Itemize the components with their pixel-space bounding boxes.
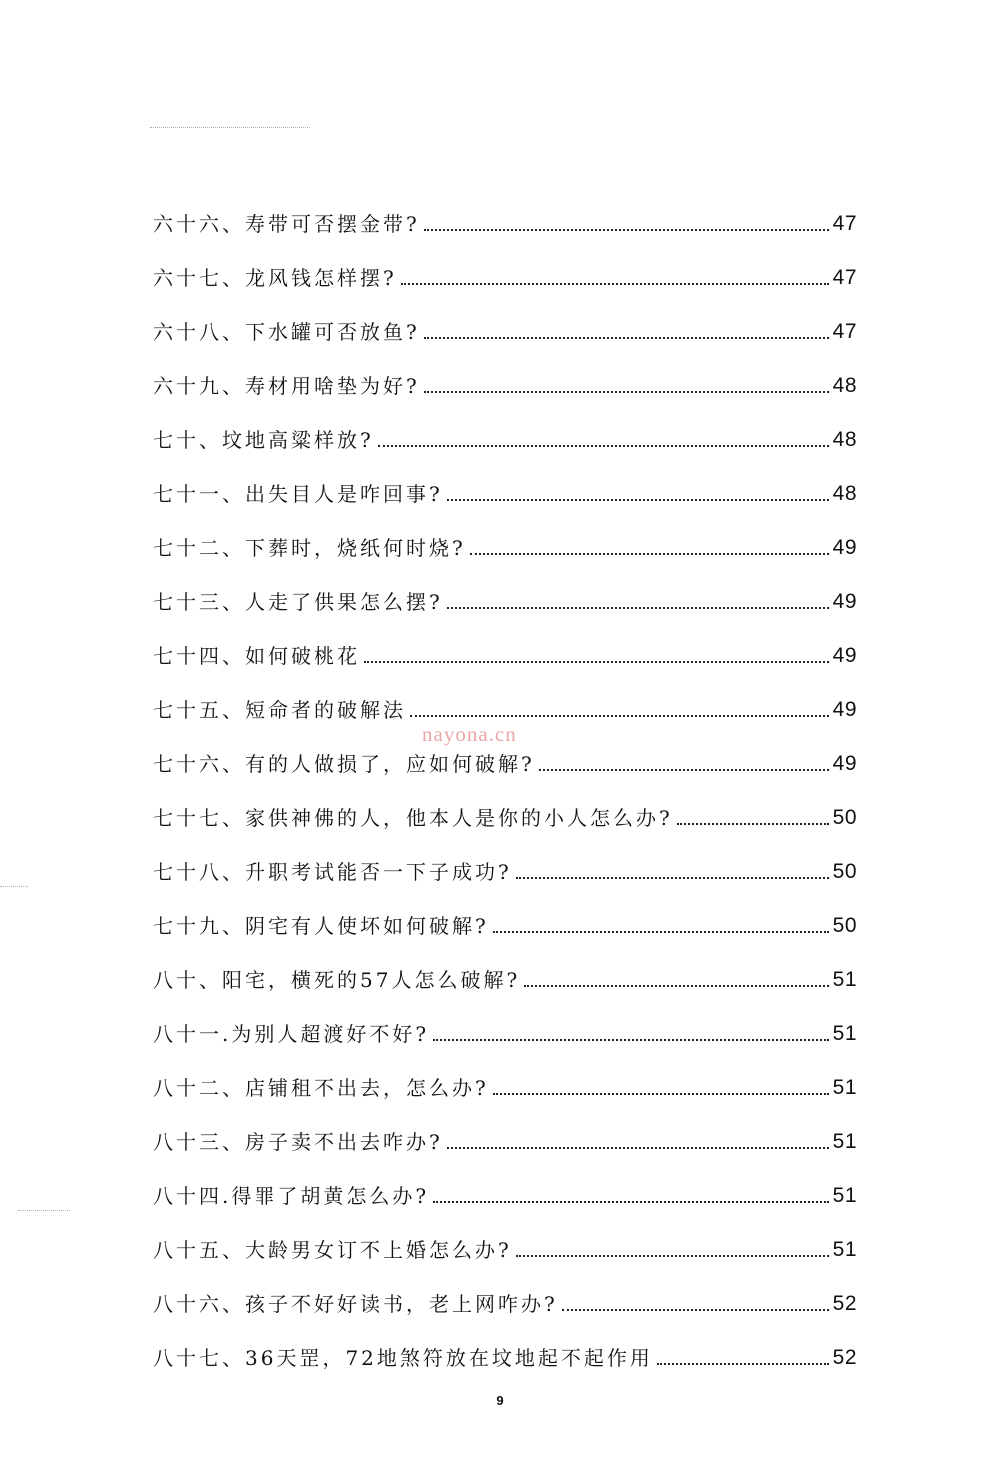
dot-leader	[433, 1039, 829, 1041]
toc-entry-page: 51	[832, 1076, 857, 1099]
toc-entry-page: 50	[832, 806, 857, 829]
toc-entry[interactable]	[153, 1265, 857, 1319]
toc-entry[interactable]	[153, 509, 857, 563]
dot-leader	[516, 1255, 829, 1257]
scan-artifact	[18, 1210, 70, 1211]
dot-leader	[433, 1201, 829, 1203]
toc-entry-title: 七十三、人走了供果怎么摆?	[153, 590, 443, 614]
toc-entry[interactable]	[153, 455, 857, 509]
toc-entry-page: 50	[832, 914, 857, 937]
toc-entry-title: 八十二、店铺租不出去，怎么办?	[153, 1076, 489, 1100]
dot-leader	[410, 715, 829, 717]
scan-artifact	[0, 886, 28, 887]
dot-leader	[470, 553, 829, 555]
toc-entry-page: 49	[832, 644, 857, 667]
dot-leader	[378, 445, 829, 447]
toc-entry[interactable]	[153, 185, 857, 239]
toc-entry-title: 七十四、如何破桃花	[153, 644, 360, 668]
toc-entry-title: 八十五、大龄男女订不上婚怎么办?	[153, 1238, 512, 1262]
toc-entry-title: 六十八、下水罐可否放鱼?	[153, 320, 420, 344]
toc-entry-page: 49	[832, 752, 857, 775]
dot-leader	[447, 607, 829, 609]
toc-entry[interactable]	[153, 347, 857, 401]
toc-entry[interactable]	[153, 1319, 857, 1373]
toc-entry-title: 七十一、出失目人是咋回事?	[153, 482, 443, 506]
dot-leader	[401, 283, 829, 285]
toc-entry-title: 七十八、升职考试能否一下子成功?	[153, 860, 512, 884]
toc-entry[interactable]	[153, 293, 857, 347]
dot-leader	[424, 391, 829, 393]
toc-entry-page: 47	[832, 266, 857, 289]
toc-entry-page: 51	[832, 1022, 857, 1045]
toc-entry-page: 48	[832, 428, 857, 451]
toc-entry-title: 八十六、孩子不好好读书，老上网咋办?	[153, 1292, 558, 1316]
toc-entry-title: 六十七、龙风钱怎样摆?	[153, 266, 397, 290]
toc-entry[interactable]	[153, 401, 857, 455]
toc-entry-title: 七十七、家供神佛的人，他本人是你的小人怎么办?	[153, 806, 673, 830]
dot-leader	[516, 877, 829, 879]
toc-entry[interactable]	[153, 563, 857, 617]
toc-entry-title: 六十九、寿材用啥垫为好?	[153, 374, 420, 398]
toc-entry-page: 50	[832, 860, 857, 883]
dot-leader	[424, 337, 829, 339]
toc-entry-page: 49	[832, 536, 857, 559]
dot-leader	[493, 1093, 829, 1095]
toc-entry[interactable]	[153, 1103, 857, 1157]
toc-entry-page: 47	[832, 320, 857, 343]
dot-leader	[493, 931, 829, 933]
toc-entry-page: 52	[832, 1292, 857, 1315]
toc-entry-page: 51	[832, 1184, 857, 1207]
dot-leader	[524, 985, 828, 987]
watermark-text: nayona.cn	[422, 722, 517, 746]
dot-leader	[364, 661, 829, 663]
toc-entry-title: 七十六、有的人做损了，应如何破解?	[153, 752, 535, 776]
toc-entry-page: 49	[832, 590, 857, 613]
toc-entry[interactable]	[153, 833, 857, 887]
toc-entry-page: 52	[832, 1346, 857, 1369]
toc-entry[interactable]	[153, 779, 857, 833]
toc-entry[interactable]	[153, 1049, 857, 1103]
toc-entry-page: 49	[832, 698, 857, 721]
toc-entry-page: 51	[832, 968, 857, 991]
toc-entry[interactable]	[153, 1211, 857, 1265]
toc-entry[interactable]	[153, 239, 857, 293]
scan-artifact	[150, 127, 310, 128]
toc-entry-title: 七十、坟地高粱样放?	[153, 428, 374, 452]
toc-entry-title: 六十六、寿带可否摆金带?	[153, 212, 420, 236]
toc-entry[interactable]	[153, 887, 857, 941]
toc-entry-page: 51	[832, 1238, 857, 1261]
dot-leader	[677, 823, 829, 825]
toc-entry-page: 48	[832, 482, 857, 505]
dot-leader	[447, 1147, 829, 1149]
dot-leader	[447, 499, 829, 501]
toc-entry-page: 47	[832, 212, 857, 235]
table-of-contents	[153, 185, 857, 1373]
dot-leader	[562, 1309, 829, 1311]
dot-leader	[424, 229, 829, 231]
toc-entry-title: 七十九、阴宅有人使坏如何破解?	[153, 914, 489, 938]
toc-entry-page: 51	[832, 1130, 857, 1153]
toc-entry[interactable]	[153, 941, 857, 995]
toc-entry-title: 七十五、短命者的破解法	[153, 698, 406, 722]
toc-entry[interactable]	[153, 671, 857, 725]
toc-entry-title: 七十二、下葬时，烧纸何时烧?	[153, 536, 466, 560]
toc-entry-title: 八十三、房子卖不出去咋办?	[153, 1130, 443, 1154]
dot-leader	[657, 1363, 829, 1365]
dot-leader	[539, 769, 829, 771]
toc-entry-title: 八十一.为别人超渡好不好?	[153, 1022, 430, 1046]
toc-entry[interactable]	[153, 617, 857, 671]
toc-entry[interactable]	[153, 1157, 857, 1211]
toc-entry-page: 48	[832, 374, 857, 397]
toc-entry[interactable]	[153, 995, 857, 1049]
page-number: 9	[496, 1393, 504, 1408]
toc-entry-title: 八十七、36天罡，72地煞符放在坟地起不起作用	[153, 1346, 653, 1370]
toc-entry-title: 八十、阳宅，横死的57人怎么破解?	[153, 968, 521, 992]
toc-entry-title: 八十四.得罪了胡黄怎么办?	[153, 1184, 430, 1208]
